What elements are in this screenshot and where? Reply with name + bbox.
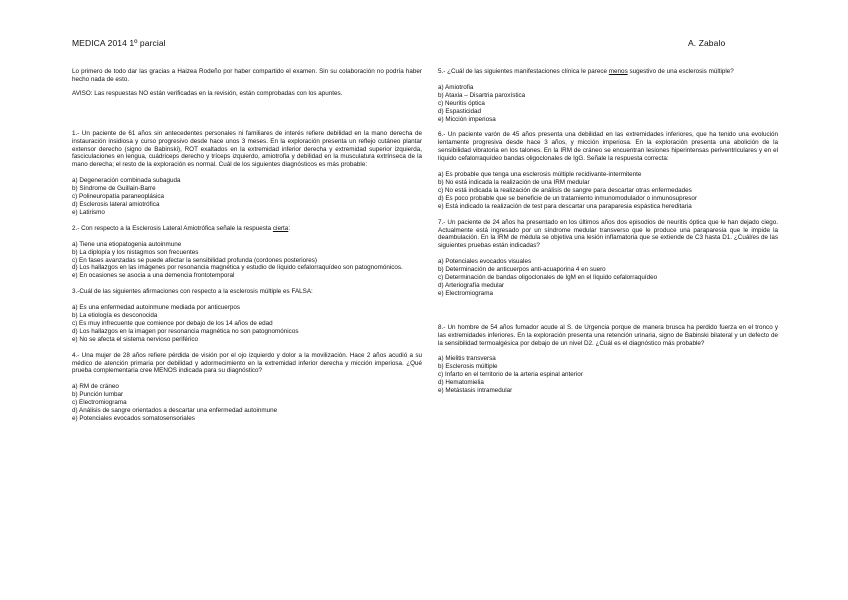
left-column bbox=[72, 68, 422, 423]
question-2 bbox=[72, 225, 422, 280]
option-b: b) No está indicada la realización de una IRM medular bbox=[438, 178, 590, 186]
option-d: d) Esclerosis lateral amiotrófica bbox=[72, 200, 160, 208]
question-text: 7.- Un paciente de 24 años ha presentado en los últimos años dos episodios de neuritis óptica que le han dejado ciego. Actualmente está ingresado por un síndrome medular transverso que le produce una paraparesia que le impide la deambulación. En la IRM de médula se objetiva una lesión inflamatoria que se extiende de C3 hasta D1. ¿Cuál/es de las siguientes pruebas están indicadas? bbox=[438, 218, 778, 250]
option-e: e) Potenciales evocados somatosensoriales bbox=[72, 415, 195, 422]
option-b: b) Esclerosis múltiple bbox=[438, 363, 498, 371]
option-c: c) Es muy infrecuente que comience por debajo de los 14 años de edad bbox=[72, 319, 273, 327]
question-text bbox=[72, 225, 422, 233]
intro-thanks: Lo primero de todo dar las gracias a Haizea Rodeño por haber compartido el examen. Sin su colaboración no podría haber hecho nada de esto. bbox=[72, 68, 422, 83]
question-3 bbox=[72, 288, 422, 343]
question-text: 3.-Cuál de las siguientes afirmaciones con respecto a la esclerosis múltiple es FALSA: bbox=[72, 288, 313, 296]
option-b: b) Ataxia – Disartria paroxística bbox=[438, 91, 526, 99]
option-c: c) Polineuropatía paraneoplásica bbox=[72, 193, 165, 201]
option-d: d) Es poco probable que se beneficie de un tratamiento inmunomodulador o inmunosupresor bbox=[438, 194, 698, 202]
option-c: c) Electromiograma bbox=[72, 399, 127, 407]
right-column bbox=[438, 68, 778, 395]
question-text bbox=[438, 68, 778, 76]
option-d: d) Los hallazgos en la imagen por resonancia magnética no son patognomónicos bbox=[72, 327, 299, 335]
option-b: b) Determinación de anticuerpos anti-acuaporina 4 en suero bbox=[438, 266, 606, 274]
option-list bbox=[72, 304, 422, 344]
option-e: e) En ocasiones se asocia a una demencia frontotemporal bbox=[72, 272, 235, 280]
option-e: e) No se afecta el sistema nervioso periférico bbox=[72, 335, 198, 343]
option-list bbox=[438, 84, 778, 124]
question-text-end: : bbox=[288, 224, 291, 232]
option-e: e) Micción imperiosa bbox=[438, 115, 496, 123]
option-d: d) Análisis de sangre orientados a descartar una enfermedad autoinmune bbox=[72, 407, 278, 415]
question-text: 8.- Un hombre de 54 años fumador acude al S. de Urgencia porque de manera brusca ha perdido fuerza en el tronco y las extremidades inferiores. En la exploración presenta una retención urinaria, signo de Babinski bilateral y un defecto de la sensibilidad termoalgésica por debajo de un nivel D2. ¿Cuál es el diagnóstico más probable? bbox=[438, 323, 778, 347]
option-a: a) Tiene una etiopatogenia autoinmune bbox=[72, 240, 182, 248]
option-b: b) La etiología es desconocida bbox=[72, 312, 158, 320]
question-7 bbox=[438, 219, 778, 298]
intro-warning: AVISO: Las respuestas NO están verificadas en la revisión, están comprobadas con los apuntes. bbox=[72, 89, 343, 97]
underlined-word: cierta bbox=[272, 224, 289, 232]
document-author: A. Zabalo bbox=[688, 38, 726, 48]
option-a: a) RM de cráneo bbox=[72, 383, 119, 391]
option-list bbox=[72, 177, 422, 217]
question-8 bbox=[438, 324, 778, 395]
option-d: d) Los hallazgos en las imágenes por resonancia magnética y estudio de líquido cefalorraquídeo son patognomónicos. bbox=[72, 264, 403, 272]
option-a: a) Amiotrofia bbox=[438, 83, 474, 91]
option-d: d) Espasticidad bbox=[438, 107, 482, 115]
option-list bbox=[72, 241, 422, 281]
question-6 bbox=[438, 131, 778, 210]
question-text-start: 2.- Con respecto a la Esclerosis Lateral Amiotrófica señale la respuesta bbox=[72, 224, 273, 232]
option-e: e) Latirismo bbox=[72, 208, 105, 216]
document-title: MEDICA 2014 1º parcial bbox=[72, 38, 166, 48]
question-text-start: 5.- ¿Cuál de las siguientes manifestaciones clínica le parece bbox=[438, 68, 609, 75]
option-c: c) Neuritis óptica bbox=[438, 99, 485, 107]
option-list bbox=[438, 258, 778, 298]
option-e: e) Metástasis intramedular bbox=[438, 387, 513, 395]
option-a: a) Mielitis transversa bbox=[438, 355, 496, 363]
option-list bbox=[438, 171, 778, 211]
option-b: b) La diplopía y los nistagmos son frecuentes bbox=[72, 248, 199, 256]
option-d: d) Hematomielia bbox=[438, 379, 484, 387]
option-b: b) Punción lumbar bbox=[72, 391, 124, 399]
option-a: a) Potenciales evocados visuales bbox=[438, 258, 532, 266]
option-c: c) Determinación de bandas oligoclonales de IgM en el líquido cefalorraquídeo bbox=[438, 274, 658, 282]
option-e: e) Electromiograma bbox=[438, 289, 493, 297]
option-a: a) Degeneración combinada subaguda bbox=[72, 177, 181, 185]
question-text: 4.- Una mujer de 28 años refiere pérdida de visión por el ojo izquierdo y dolor a la movilización. Hace 2 años acudió a su médico de atención primaria por debilidad y adormecimiento en la extremidad inferior derecha y micción imperiosa. ¿Qué prueba complementaria cree MENOS indicada para su diagnóstico? bbox=[72, 351, 422, 375]
option-b: b) Síndrome de Guillain-Barre bbox=[72, 185, 156, 193]
question-text-end: sugestivo de una esclerosis múltiple? bbox=[627, 68, 734, 75]
option-d: d) Arteriografía medular bbox=[438, 281, 505, 289]
option-list bbox=[438, 355, 778, 395]
underlined-word: menos bbox=[608, 68, 628, 75]
question-1 bbox=[72, 130, 422, 217]
option-c: c) No está indicada la realización de análisis de sangre para descartar otras enfermedades bbox=[438, 186, 692, 194]
question-text: 6.- Un paciente varón de 45 años presenta una debilidad en las extremidades inferiores, que ha tenido una evolución lentamente progresiva desde hace 3 años, y micción imperiosa. En la exploración presenta una abolición de la sensibilidad vibratoria en los talones. En la IRM de cráneo se encuentran lesiones hiperintensas periventriculares y en el líquido cefalorraquídeo bandas oligoclonales de IgG. Señale la respuesta correcta: bbox=[438, 131, 778, 163]
option-a: a) Es probable que tenga una esclerosis múltiple recidivante-intermitente bbox=[438, 171, 642, 179]
option-a: a) Es una enfermedad autoinmune mediada por anticuerpos bbox=[72, 304, 241, 312]
question-4 bbox=[72, 352, 422, 423]
question-text: 1.- Un paciente de 61 años sin antecedentes personales ni familiares de interés refiere debilidad en la mano derecha de instauración insidiosa y curso progresivo desde hace unos 3 meses. En la exploración presenta un reflejo cutáneo plantar extensor derecho (signo de Babinski), ROT exaltados en la extremidad inferior derecha y extremidad superior izquierda, fasciculaciones en lengua, cuádriceps derecho y tríceps izquierdo, amiotrofia y debilidad en la musculatura extrínseca de la mano derecha; el resto de la exploración es normal. Cuál de los siguientes diagnósticos es más probable: bbox=[72, 129, 422, 169]
question-5 bbox=[438, 68, 778, 123]
option-c: c) En fases avanzadas se puede afectar la sensibilidad profunda (cordones posteriores) bbox=[72, 256, 318, 264]
option-c: c) Infarto en el territorio de la arteria espinal anterior bbox=[438, 371, 583, 379]
option-list bbox=[72, 383, 422, 423]
option-e: e) Está indicado la realización de test para descartar una paraparesia espástica hereditaria bbox=[438, 202, 692, 210]
